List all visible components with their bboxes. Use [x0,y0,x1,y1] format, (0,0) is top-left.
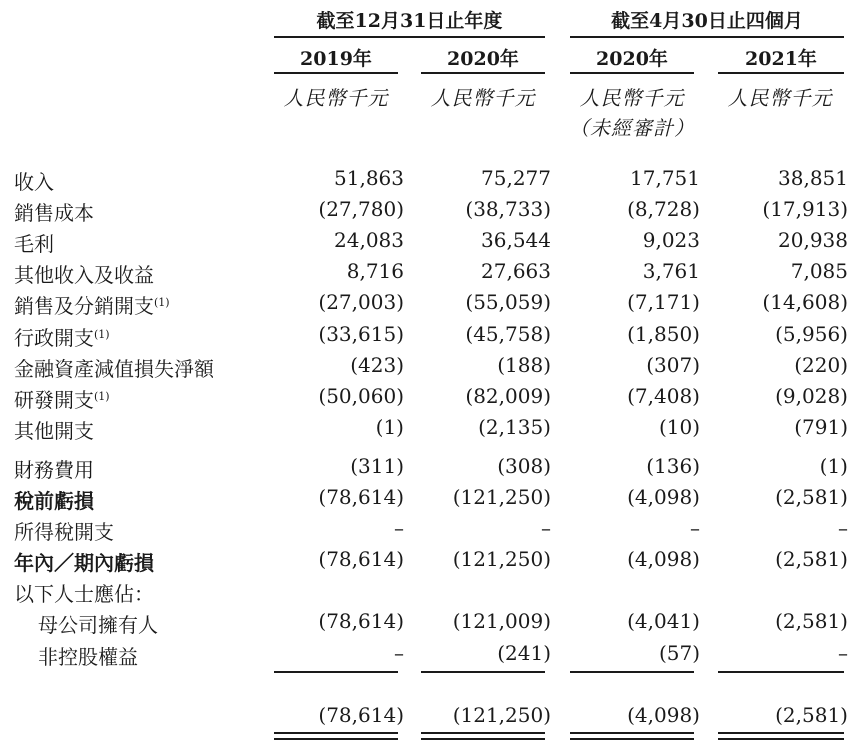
row-label-text: 非控股權益 [38,645,138,669]
subtotal-rule-2021 [718,671,844,673]
row-value-2021: (1) [819,454,848,478]
row-label-text: 行政開支 [14,326,94,350]
column-year-2020-unaudited: 2020年 [596,48,668,70]
total-value-2020: (121,250) [452,703,551,727]
double-rule-2020-b [421,738,545,740]
row-label-text: 財務費用 [14,458,94,482]
double-rule-2021-a [718,732,844,734]
row-label-text: 母公司擁有人 [38,613,158,637]
row-label [14,516,114,545]
row-value-2021: (5,956) [775,322,848,346]
row-value-2021: – [838,516,848,540]
row-label [14,547,154,576]
footnote-marker: (1) [94,328,110,341]
row-label [14,290,170,319]
row-value-2021: (9,028) [775,384,848,408]
row-value-2019: (1) [375,415,404,439]
row-value-2019: 51,863 [334,166,404,190]
row-value-2020-unaudited: (136) [646,454,700,478]
footnote-marker: (1) [154,296,170,309]
row-value-2019: 24,083 [334,228,404,252]
row-label [14,259,154,288]
row-label-text: 金融資產減值損失淨額 [14,357,214,381]
row-value-2020-unaudited: (10) [658,415,700,439]
header-group-four-months: 截至4月30日止四個月 [611,10,803,32]
row-label-text: 以下人士應佔： [14,582,154,606]
double-rule-2020-a [421,732,545,734]
column-year-2021: 2021年 [745,48,817,70]
row-label-text: 毛利 [14,232,54,256]
row-value-2020: (55,059) [465,290,551,314]
column-unit-2021: 人民幣千元 [727,86,833,110]
row-value-2020: 36,544 [481,228,551,252]
column-rule-2021 [718,72,844,74]
total-value-2020-unaudited: (4,098) [627,703,700,727]
row-value-2020-unaudited: 3,761 [642,259,700,283]
row-value-2021: (2,581) [775,485,848,509]
row-value-2020-unaudited: (7,171) [627,290,700,314]
row-value-2020-unaudited: (57) [658,641,700,665]
row-label-text: 所得稅開支 [14,520,114,544]
row-label-text: 研發開支 [14,388,94,412]
column-rule-2020 [421,72,545,74]
row-value-2019: – [394,641,404,665]
row-value-2019: (423) [350,353,404,377]
row-value-2020-unaudited: 17,751 [630,166,700,190]
row-value-2020-unaudited: (307) [646,353,700,377]
row-value-2019: (311) [350,454,404,478]
row-label-text: 銷售及分銷開支 [14,294,154,318]
row-value-2019: (33,615) [318,322,404,346]
row-label [14,228,54,257]
row-value-2019: (27,003) [318,290,404,314]
row-value-2019: (78,614) [318,609,404,633]
row-value-2019: (27,780) [318,197,404,221]
row-value-2020: (45,758) [465,322,551,346]
row-value-2020: (121,009) [452,609,551,633]
row-label-text: 其他開支 [14,419,94,443]
row-value-2020: (121,250) [452,547,551,571]
row-value-2020-unaudited: (4,098) [627,547,700,571]
row-label-text: 稅前虧損 [14,489,94,513]
row-value-2020: 75,277 [481,166,551,190]
row-value-2020: (38,733) [465,197,551,221]
row-value-2020: (308) [497,454,551,478]
row-label [14,322,110,351]
row-value-2019: (50,060) [318,384,404,408]
column-unit-2020: 人民幣千元 [430,86,536,110]
header-group-four-months-rule [570,36,844,38]
row-value-2020-unaudited: 9,023 [642,228,700,252]
double-rule-2020-unaudited-a [570,732,694,734]
row-value-2020-unaudited: (1,850) [627,322,700,346]
row-value-2020: (241) [497,641,551,665]
column-rule-2019 [274,72,398,74]
row-value-2019: – [394,516,404,540]
total-value-2021: (2,581) [775,703,848,727]
row-label [14,197,94,226]
row-value-2021: (2,581) [775,547,848,571]
row-value-2019: (78,614) [318,485,404,509]
row-label [14,485,94,514]
row-value-2020-unaudited: (8,728) [627,197,700,221]
column-year-2020: 2020年 [447,48,519,70]
subtotal-rule-2020 [421,671,545,673]
row-value-2021: (14,608) [762,290,848,314]
row-value-2020: 27,663 [481,259,551,283]
row-value-2021: – [838,641,848,665]
row-value-2019: 8,716 [346,259,404,283]
row-value-2019: (78,614) [318,547,404,571]
row-value-2020-unaudited: (4,041) [627,609,700,633]
row-label [14,166,54,195]
column-unit-2019: 人民幣千元 [283,86,389,110]
column-unit-2020-unaudited: 人民幣千元 [579,86,685,110]
row-label [14,415,94,444]
footnote-marker: (1) [94,390,110,403]
row-value-2020: (121,250) [452,485,551,509]
double-rule-2019-a [274,732,398,734]
row-value-2020: (2,135) [478,415,551,439]
row-value-2020: (188) [497,353,551,377]
row-value-2021: 20,938 [778,228,848,252]
double-rule-2020-unaudited-b [570,738,694,740]
row-value-2020: – [541,516,551,540]
row-label-text: 其他收入及收益 [14,263,154,287]
row-value-2020-unaudited: (7,408) [627,384,700,408]
total-value-2019: (78,614) [318,703,404,727]
row-value-2020-unaudited: – [690,516,700,540]
row-value-2020: (82,009) [465,384,551,408]
row-label-text: 年內／期內虧損 [14,551,154,575]
column-year-2019: 2019年 [300,48,372,70]
row-label [14,384,110,413]
row-label-text: 銷售成本 [14,201,94,225]
row-value-2021: (17,913) [762,197,848,221]
row-label [14,578,154,607]
row-label [38,641,138,670]
header-group-year-rule [274,36,545,38]
row-label-text: 收入 [14,170,54,194]
column-note-unaudited: （未經審計） [569,116,695,140]
row-label [38,609,158,638]
row-label [14,454,94,483]
header-group-year-ended-dec-31: 截至12月31日止年度 [316,10,503,32]
row-label [14,353,214,382]
row-value-2021: (2,581) [775,609,848,633]
row-value-2021: 7,085 [790,259,848,283]
double-rule-2019-b [274,738,398,740]
row-value-2021: (791) [794,415,848,439]
column-rule-2020-unaudited [570,72,694,74]
row-value-2021: 38,851 [778,166,848,190]
row-value-2020-unaudited: (4,098) [627,485,700,509]
subtotal-rule-2019 [274,671,398,673]
subtotal-rule-2020-unaudited [570,671,694,673]
row-value-2021: (220) [794,353,848,377]
double-rule-2021-b [718,738,844,740]
